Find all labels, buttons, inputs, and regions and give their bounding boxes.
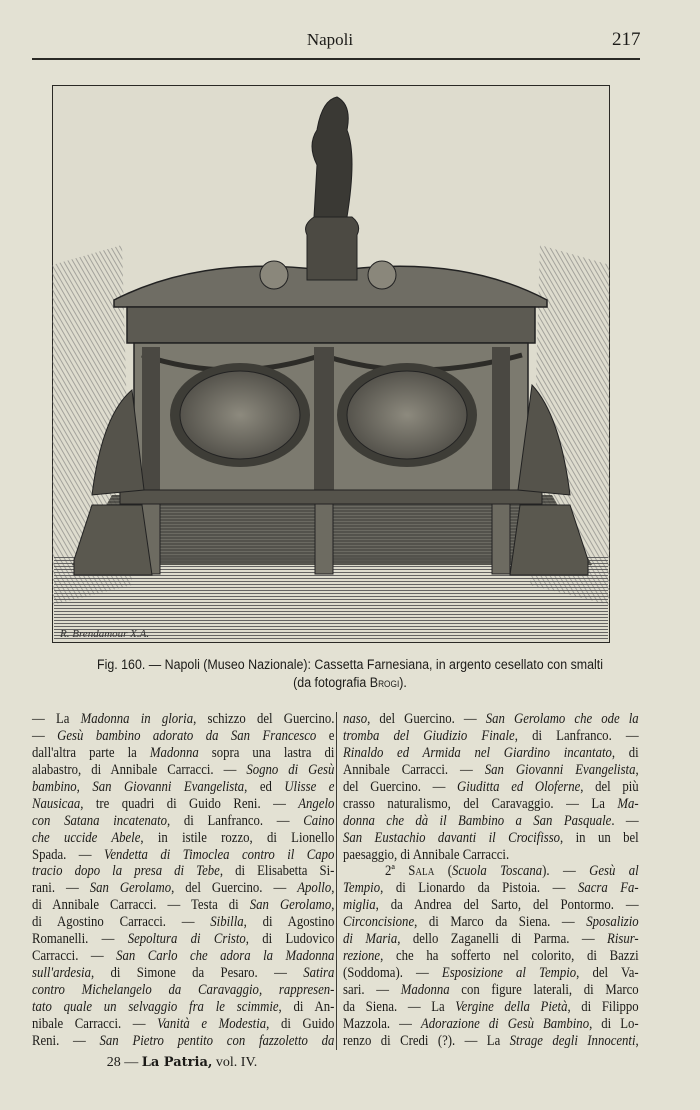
text-run: , di Lanfranco. — bbox=[514, 726, 639, 744]
italic-title: San Gerolamo che ode la bbox=[485, 710, 639, 727]
text-run: , in istile rozzo, di Lionello bbox=[140, 828, 335, 846]
text-line bbox=[343, 863, 639, 880]
italic-title: San Carlo che adora la Madonna bbox=[116, 947, 335, 965]
text-run: nibale Carracci. — bbox=[32, 1014, 158, 1032]
text-run: sari. — bbox=[343, 981, 401, 998]
text-line bbox=[32, 880, 334, 897]
text-run: Carracci. — bbox=[32, 947, 117, 965]
italic-title: naso bbox=[343, 710, 368, 727]
figure-caption-line2: (da fotografia Brogi). bbox=[293, 675, 407, 690]
text-line bbox=[343, 948, 639, 965]
text-run: , di Guido bbox=[266, 1014, 335, 1032]
column-divider bbox=[336, 712, 337, 1050]
text-line bbox=[343, 813, 639, 830]
italic-title: Scuola Toscana bbox=[452, 862, 543, 880]
italic-title: rezione bbox=[343, 947, 381, 965]
page-number: 217 bbox=[612, 29, 641, 50]
text-line bbox=[343, 711, 639, 728]
text-line bbox=[343, 931, 639, 948]
text-line bbox=[343, 999, 639, 1016]
italic-title: Madonna bbox=[149, 743, 199, 761]
text-run: , bbox=[331, 879, 335, 897]
text-run: crasso naturalismo, del Caravaggio. — La bbox=[343, 794, 618, 812]
text-run: , di Filippo bbox=[567, 997, 639, 1015]
text-run: , del più bbox=[580, 777, 639, 795]
italic-title: Giuditta ed Oloferne bbox=[457, 777, 581, 795]
text-run: e bbox=[316, 726, 335, 744]
text-line bbox=[32, 999, 334, 1016]
text-line bbox=[32, 779, 334, 796]
oval-relief-right bbox=[347, 371, 467, 459]
italic-title: di Maria bbox=[343, 930, 398, 948]
text-run: alabastro, di Annibale Carracci. — bbox=[32, 760, 247, 778]
italic-title: San Gerolamo bbox=[249, 896, 332, 914]
text-run: rani. — bbox=[32, 879, 90, 897]
text-line bbox=[32, 762, 334, 779]
text-run: , del Guercino. — bbox=[367, 710, 486, 727]
text-line bbox=[343, 796, 639, 813]
italic-title: Strage degli Innocenti bbox=[509, 1031, 636, 1049]
italic-title: Risur- bbox=[607, 930, 639, 948]
text-run: (Soddoma). — bbox=[343, 964, 442, 982]
text-run: paesaggio, di Annibale Carracci. bbox=[343, 845, 510, 863]
italic-title: con Satana incatenato bbox=[32, 811, 168, 829]
statue-pedestal bbox=[306, 217, 359, 280]
text-run: . — bbox=[611, 811, 639, 829]
text-run: , bbox=[635, 760, 639, 778]
italic-title: San Eustachio davanti il Crocifisso bbox=[343, 828, 561, 846]
italic-title: Gesù al bbox=[589, 862, 639, 880]
text-line bbox=[32, 728, 334, 745]
text-run: , che ha sofferto nel colorito, di Bazzi bbox=[380, 947, 639, 965]
text-run: , di Agostino bbox=[243, 913, 335, 931]
engraving-cassetta-farnesiana bbox=[52, 85, 610, 643]
text-line bbox=[32, 863, 334, 880]
text-line bbox=[32, 931, 334, 948]
text-run: di Annibale Carracci. — Testa di bbox=[32, 896, 250, 914]
text-run: , in un bel bbox=[560, 828, 639, 846]
italic-title: sull'ardesia bbox=[32, 964, 91, 982]
italic-title: Angelo bbox=[298, 794, 335, 812]
italic-title: che uccide Abele bbox=[32, 828, 141, 846]
italic-title: San Pietro pentito con fazzoletto da bbox=[99, 1031, 335, 1049]
text-run: Spada. — bbox=[32, 845, 105, 863]
text-run: ( bbox=[434, 862, 453, 880]
italic-title: San Giovanni Evangelista bbox=[484, 760, 636, 778]
italic-title: Circoncisione bbox=[343, 913, 415, 931]
text-line bbox=[343, 779, 639, 796]
italic-title: Vendetta di Timoclea contro il Capo bbox=[104, 845, 335, 863]
text-run: dall'altra parte la bbox=[32, 743, 150, 761]
italic-title: Rinaldo ed Armida nel Giardino incantato bbox=[343, 743, 612, 761]
running-head-title: Napoli bbox=[306, 30, 354, 49]
italic-title: contro Michelangelo da Caravaggio, rappresen- bbox=[32, 981, 335, 998]
text-line bbox=[32, 948, 334, 965]
text-run: da Siena. — La bbox=[343, 997, 456, 1015]
text-line bbox=[32, 796, 334, 813]
italic-title: donna che dà il Bambino a San Pasquale bbox=[343, 811, 612, 829]
text-line bbox=[32, 897, 334, 914]
text-run: , tre quadri di Guido Reni. — bbox=[80, 794, 299, 812]
italic-title: Adorazione di Gesù Bambino bbox=[420, 1014, 590, 1032]
text-line bbox=[343, 1033, 639, 1050]
text-run: , schizzo del Guercino. bbox=[193, 710, 335, 727]
text-run: , di Lanfranco. — bbox=[167, 811, 304, 829]
italic-title: Vergine della Pietà bbox=[455, 997, 568, 1015]
text-run: con figure laterali, di Marco bbox=[449, 981, 639, 998]
text-run: , dello Zaganelli di Parma. — bbox=[397, 930, 608, 948]
italic-title: Nausicaa bbox=[32, 794, 81, 812]
text-run: , di An- bbox=[278, 997, 335, 1015]
italic-title: tromba del Giudizio Finale bbox=[343, 726, 515, 744]
italic-title: Sposalizio bbox=[586, 913, 639, 931]
signature-footer: 28 — La Patria, vol. IV. bbox=[106, 1055, 258, 1070]
italic-title: miglia bbox=[343, 896, 376, 914]
text-run: , da Andrea del Sarto, del Pontormo. — bbox=[375, 896, 639, 914]
italic-title: tracio dopo la presa di Tebe bbox=[32, 862, 220, 880]
italic-title: Madonna in gloria bbox=[80, 710, 194, 727]
text-run: 2ª bbox=[385, 862, 409, 880]
text-line bbox=[343, 728, 639, 745]
text-line bbox=[32, 830, 334, 847]
text-column-left bbox=[32, 711, 334, 1050]
photographer-name: Brogi bbox=[369, 675, 400, 690]
italic-title: Madonna bbox=[400, 981, 450, 998]
text-line bbox=[32, 745, 334, 762]
figure-caption-line1: Fig. 160. — Napoli (Museo Nazionale): Cassetta Farnesiana, in argento cesellato con smalti bbox=[96, 657, 604, 672]
text-run: , di Marco da Siena. — bbox=[414, 913, 587, 931]
frieze bbox=[127, 307, 535, 343]
text-run: Reni. — bbox=[32, 1031, 100, 1049]
text-line bbox=[343, 1016, 639, 1033]
text-run: — bbox=[32, 726, 58, 744]
text-run: , del Guercino. — bbox=[171, 879, 298, 897]
text-line bbox=[32, 1016, 334, 1033]
text-run: — La bbox=[32, 710, 81, 727]
text-run: , di Simone da Pesaro. — bbox=[90, 964, 304, 982]
italic-title: tato quale un selvaggio fra le scimmie bbox=[32, 997, 279, 1015]
text-line bbox=[343, 982, 639, 999]
text-line bbox=[32, 711, 334, 728]
text-line bbox=[32, 813, 334, 830]
text-run: , di Lo- bbox=[589, 1014, 639, 1032]
italic-title: Vanità e Modestia bbox=[157, 1014, 267, 1032]
italic-title: Sogno di Gesù bbox=[246, 760, 335, 778]
text-line bbox=[32, 847, 334, 864]
text-line bbox=[343, 897, 639, 914]
text-column-right bbox=[343, 711, 639, 1050]
text-run: Romanelli. — bbox=[32, 930, 128, 948]
text-line bbox=[343, 847, 639, 864]
header-rule bbox=[32, 58, 640, 60]
italic-title: Sacra Fa- bbox=[577, 879, 639, 897]
italic-title: Ma- bbox=[617, 794, 639, 812]
text-line bbox=[32, 982, 334, 999]
engraver-signature: R. Brendamour X.A. bbox=[60, 628, 150, 640]
italic-title: Esposizione al Tempio bbox=[441, 964, 577, 982]
text-run: del Guercino. — bbox=[343, 777, 458, 795]
text-run: di Agostino Carracci. — bbox=[32, 913, 211, 931]
text-line bbox=[32, 914, 334, 931]
text-run: renzo di Credi (?). — La bbox=[343, 1031, 510, 1049]
text-run: sopra una lastra di bbox=[198, 743, 335, 761]
text-line bbox=[32, 965, 334, 982]
text-line bbox=[343, 965, 639, 982]
italic-title: Gesù bambino adorato da San Francesco bbox=[57, 726, 317, 744]
text-line bbox=[343, 745, 639, 762]
italic-title: San Gerolamo bbox=[89, 879, 172, 897]
text-line bbox=[32, 1033, 334, 1050]
text-run: , di Elisabetta Si- bbox=[219, 862, 335, 880]
text-line bbox=[343, 914, 639, 931]
text-run: , ed bbox=[244, 777, 285, 795]
text-run: Mazzola. — bbox=[343, 1014, 421, 1032]
italic-title: Satira bbox=[303, 964, 335, 982]
italic-title: Sepoltura di Cristo bbox=[127, 930, 246, 948]
text-run: , di bbox=[611, 743, 639, 761]
italic-title: Sibilla bbox=[210, 913, 244, 931]
italic-title: Caino bbox=[303, 811, 335, 829]
text-line bbox=[343, 762, 639, 779]
italic-title: Apollo bbox=[297, 879, 332, 897]
italic-title: Tempio bbox=[343, 879, 381, 897]
text-line bbox=[343, 830, 639, 847]
text-run: , bbox=[331, 896, 335, 914]
text-run: Annibale Carracci. — bbox=[343, 760, 485, 778]
text-run: ). — bbox=[542, 862, 590, 880]
oval-relief-left bbox=[180, 371, 300, 459]
text-line bbox=[343, 880, 639, 897]
italic-title: Ulisse e bbox=[284, 777, 335, 795]
text-run: , di Ludovico bbox=[245, 930, 335, 948]
text-run: , bbox=[635, 1031, 639, 1049]
text-run: , di Lionardo da Pistoia. — bbox=[380, 879, 578, 897]
italic-title: bambino, San Giovanni Evangelista bbox=[32, 777, 245, 795]
text-run: , del Va- bbox=[576, 964, 639, 982]
text-run: Sala bbox=[408, 862, 435, 880]
